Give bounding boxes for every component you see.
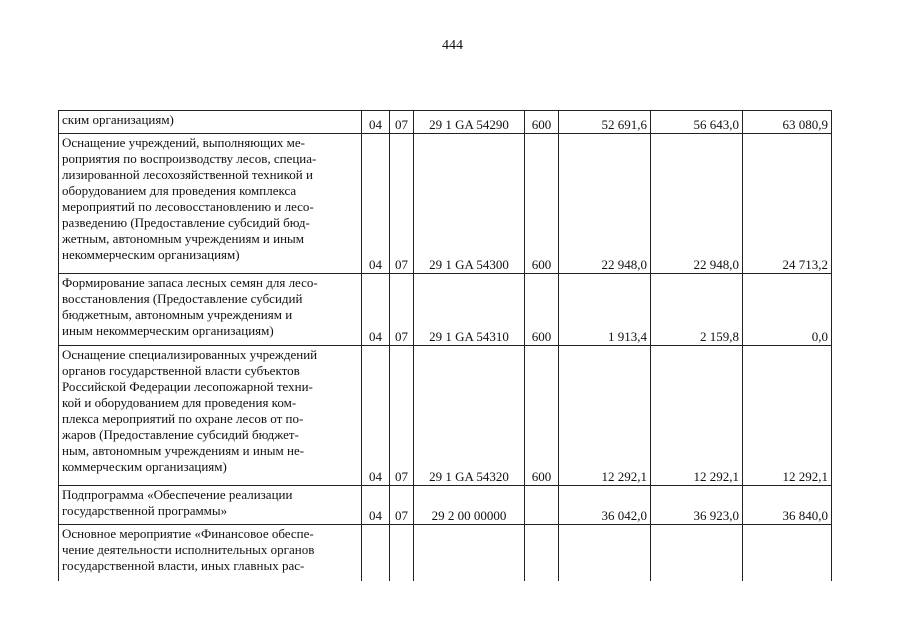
page-number: 444 [442,38,463,53]
target-article-cell: 29 1 GA 54300 [414,134,525,274]
expense-type-cell: 600 [525,274,559,346]
section-code-cell: 04 [362,486,390,525]
amount-year1-cell: 1 913,4 [559,274,651,346]
section-code-cell: 04 [362,134,390,274]
row-name-cell: Оснащение учреждений, выполняющих ме- роприятия по воспроизводству лесов, специа- лизированной лесохозяйственной техникой и оборудованием для проведения комплекса мероприятий по лесовосстановлению и лесо- разведению (Предоставление субсидий бюд- жетным, автономным учреждениям и иным некоммерческим организациям) [59,134,362,274]
amount-year2-cell: 56 643,0 [651,111,743,134]
table-row [59,346,832,486]
amount-year3-cell: 36 840,0 [743,486,832,525]
amount-year3-cell: 24 713,2 [743,134,832,274]
table-row [59,486,832,525]
row-name-cell: Оснащение специализированных учреждений органов государственной власти субъектов Российской Федерации лесопожарной техни- кой и оборудованием для проведения ком- плекса мероприятий по охране лесов от по- жаров (Предоставление субсидий бюджет- ным, автономным учреждениям и иным не- коммерческим организациям) [59,346,362,486]
amount-year1-cell: 52 691,6 [559,111,651,134]
amount-year3-cell: 0,0 [743,274,832,346]
amount-year1-cell [559,525,651,581]
expense-type-cell [525,525,559,581]
subsection-code-cell: 07 [390,134,414,274]
row-name-cell: Подпрограмма «Обеспечение реализации государственной программы» [59,486,362,525]
amount-year1-cell: 12 292,1 [559,346,651,486]
expense-type-cell [525,486,559,525]
target-article-cell: 29 1 GA 54320 [414,346,525,486]
table-row [59,525,832,581]
amount-year3-cell: 12 292,1 [743,346,832,486]
row-name-cell: Основное мероприятие «Финансовое обеспе- чение деятельности исполнительных органов государственной власти, иных главных рас- [59,525,362,581]
target-article-cell [414,525,525,581]
amount-year2-cell: 2 159,8 [651,274,743,346]
amount-year1-cell: 22 948,0 [559,134,651,274]
expense-type-cell: 600 [525,134,559,274]
section-code-cell: 04 [362,346,390,486]
section-code-cell: 04 [362,274,390,346]
amount-year2-cell: 36 923,0 [651,486,743,525]
amount-year2-cell: 22 948,0 [651,134,743,274]
budget-table [58,110,832,581]
target-article-cell: 29 1 GA 54290 [414,111,525,134]
subsection-code-cell: 07 [390,346,414,486]
subsection-code-cell: 07 [390,486,414,525]
section-code-cell: 04 [362,111,390,134]
subsection-code-cell: 07 [390,111,414,134]
target-article-cell: 29 2 00 00000 [414,486,525,525]
row-name-cell: ским организациям) [59,111,362,134]
expense-type-cell: 600 [525,346,559,486]
amount-year3-cell: 63 080,9 [743,111,832,134]
expense-type-cell: 600 [525,111,559,134]
subsection-code-cell: 07 [390,274,414,346]
amount-year1-cell: 36 042,0 [559,486,651,525]
amount-year2-cell [651,525,743,581]
row-name-cell: Формирование запаса лесных семян для лесо- восстановления (Предоставление субсидий бюджетным, автономным учреждениям и иным некоммерческим организациям) [59,274,362,346]
amount-year3-cell [743,525,832,581]
amount-year2-cell: 12 292,1 [651,346,743,486]
table-row [59,134,832,274]
section-code-cell [362,525,390,581]
table-row [59,111,832,134]
subsection-code-cell [390,525,414,581]
table-row [59,274,832,346]
target-article-cell: 29 1 GA 54310 [414,274,525,346]
